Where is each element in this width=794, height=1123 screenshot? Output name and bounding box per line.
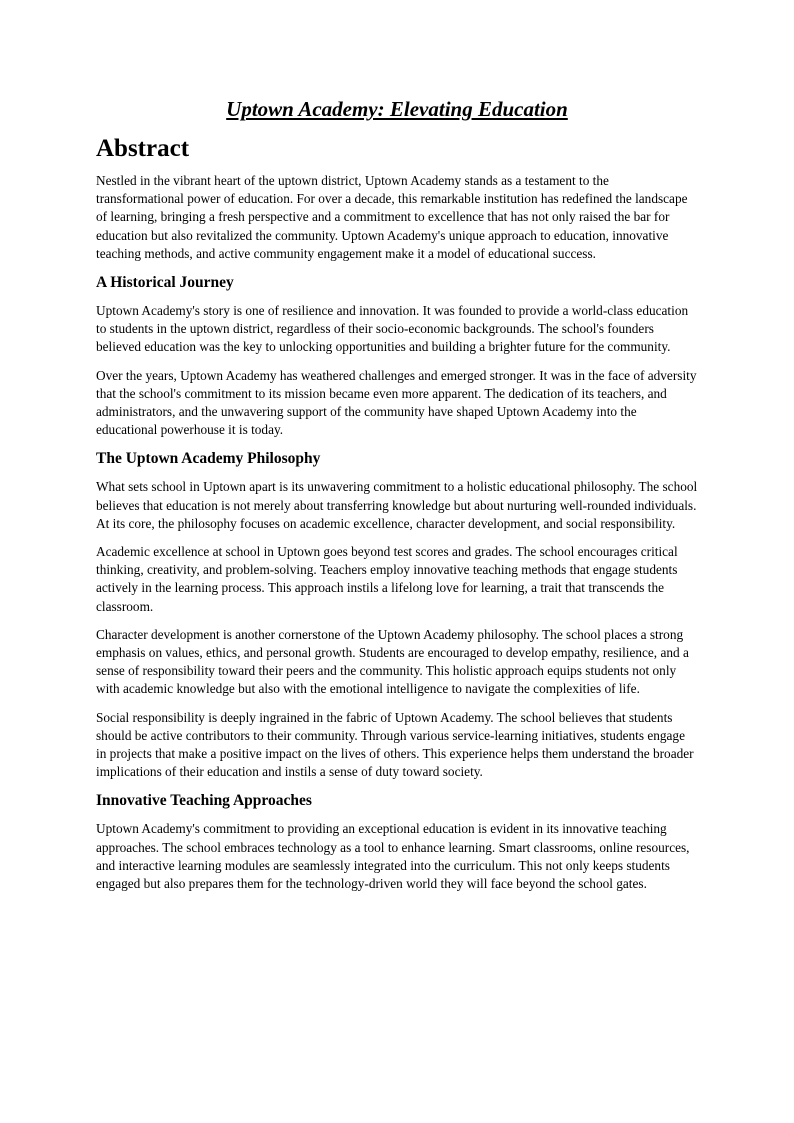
- document-page: [96, 96, 698, 903]
- paragraph: Character development is another cornerstone of the Uptown Academy philosophy. The school places a strong emphasis on values, ethics, and personal growth. Students are encouraged to develop empathy, resilience, and a sense of responsibility toward their peers and the community. This holistic approach equips students not only with academic knowledge but also with the emotional intelligence to navigate the complexities of life.: [96, 626, 689, 697]
- paragraph: What sets school in Uptown apart is its unwavering commitment to a holistic educational philosophy. The school believes that education is not merely about transferring knowledge but about nurturing well-rounded individuals. At its core, the philosophy focuses on academic excellence, character development, and social responsibility.: [96, 479, 698, 531]
- abstract-paragraph: Nestled in the vibrant heart of the uptown district, Uptown Academy stands as a testament to the transformational power of education. For over a decade, this remarkable institution has redefined the landscape of learning, bringing a fresh perspective and a commitment to excellence that has not only raised the bar for education but also revitalized the community. Uptown Academy's unique approach to education, innovative teaching methods, and active community engagement make it a model of educational success.: [96, 173, 688, 261]
- section-heading-historical-journey: A Historical Journey: [96, 274, 234, 292]
- abstract-heading: Abstract: [96, 135, 190, 162]
- document-title: Uptown Academy: Elevating Education: [226, 97, 568, 121]
- paragraph: Academic excellence at school in Uptown goes beyond test scores and grades. The school encourages critical thinking, creativity, and problem-solving. Teachers employ innovative teaching methods that engage students actively in the learning process. This approach instils a lifelong love for learning, a trait that transcends the classroom.: [96, 544, 678, 614]
- section-heading-philosophy: The Uptown Academy Philosophy: [96, 450, 321, 468]
- paragraph: Uptown Academy's commitment to providing an exceptional education is evident in its innovative teaching approaches. The school embraces technology as a tool to enhance learning. Smart classrooms, online resources, and interactive learning modules are seamlessly integrated into the curriculum. This not only keeps students engaged but also prepares them for the technology-driven world they will face beyond the school gates.: [96, 821, 690, 892]
- paragraph: Social responsibility is deeply ingrained in the fabric of Uptown Academy. The school believes that students should be active contributors to their community. Through various service-learning initiatives, students engage in projects that make a positive impact on the lives of others. This experience helps them understand the broader implications of their education and instils a sense of duty toward society.: [96, 709, 694, 780]
- paragraph: Over the years, Uptown Academy has weathered challenges and emerged stronger. It was in the face of adversity that the school's commitment to its mission became even more apparent. The dedication of its teachers, and administrators, and the unwavering support of the community have shaped Uptown Academy into the educational powerhouse it is today.: [96, 367, 697, 438]
- section-heading-innovative-teaching: Innovative Teaching Approaches: [96, 792, 312, 810]
- paragraph: Uptown Academy's story is one of resilience and innovation. It was founded to provide a world-class education to students in the uptown district, regardless of their socio-economic backgrounds. The school's founders believed education was the key to unlocking opportunities and building a brighter future for the community.: [96, 303, 689, 355]
